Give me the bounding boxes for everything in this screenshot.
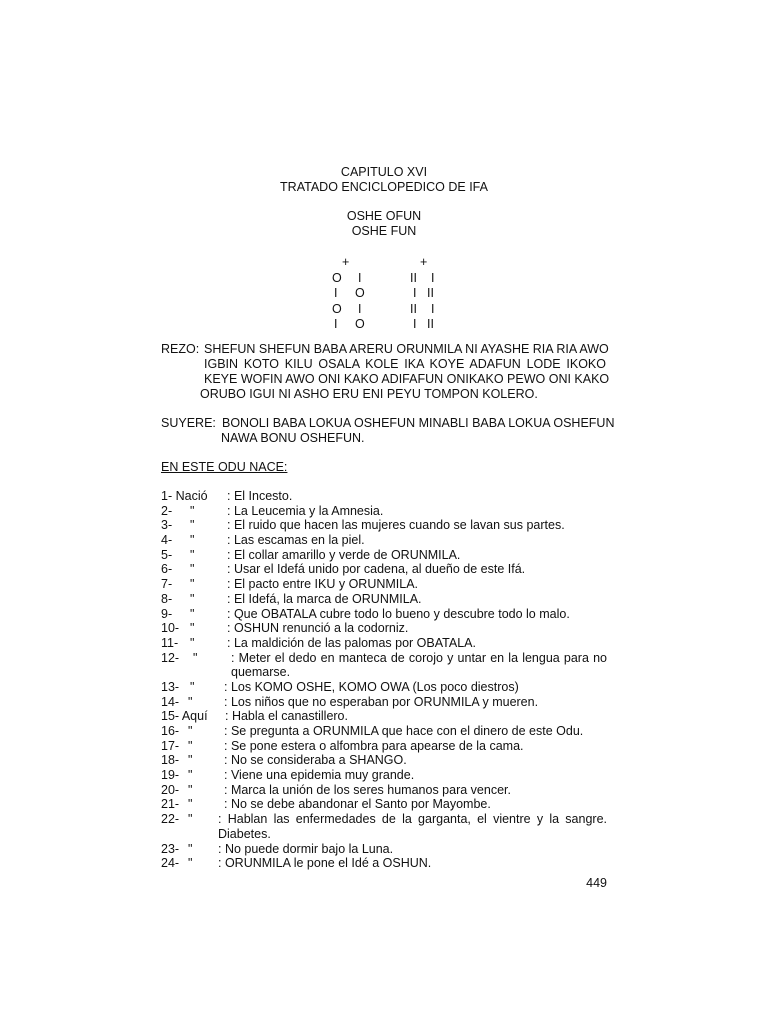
section-heading: EN ESTE ODU NACE: [161, 460, 288, 474]
list-item-ditto: " [190, 621, 195, 636]
rezo-line: KEYE WOFIN AWO ONI KAKO ADIFAFUN ONIKAKO PEWO ONI KAKO [204, 372, 610, 386]
list-item [161, 856, 607, 871]
list-item-text: : Los niños que no esperaban por ORUNMILA y mueren. [224, 694, 539, 709]
list-item-ditto: " [190, 562, 195, 577]
suyere-line: NAWA BONU OSHEFUN. [221, 431, 365, 445]
list-item-number: 9- [161, 606, 173, 621]
list-item-number: 4- [161, 533, 173, 548]
list-item-number: 14- [161, 694, 180, 709]
odu-mark: O [355, 286, 365, 300]
list-item [161, 739, 607, 754]
list-item-number: 20- [161, 782, 180, 797]
list-item-text: : Usar el Idefá unido por cadena, al dueño de este Ifá. [227, 562, 526, 577]
list-item-number: 5- [161, 547, 173, 562]
odu-sign-right: + [420, 255, 428, 269]
list-item-ditto: " [190, 547, 195, 562]
list-item-number: 12- [161, 650, 180, 665]
list-item [161, 842, 607, 857]
list-item [161, 636, 607, 651]
list-item-number: 11- [161, 635, 179, 650]
rezo-label: REZO: [161, 342, 200, 356]
list-item-text: : El pacto entre IKU y ORUNMILA. [227, 577, 419, 592]
list-item [161, 709, 607, 724]
list-item-text: : El Idefá, la marca de ORUNMILA. [227, 591, 422, 606]
list-item-text: : Los KOMO OSHE, KOMO OWA (Los poco diestros) [224, 679, 519, 694]
list-item-ditto: " [190, 577, 195, 592]
list-item-text: : El collar amarillo y verde de ORUNMILA. [227, 547, 461, 562]
list-item [161, 489, 607, 504]
list-item-text: : ORUNMILA le pone el Idé a OSHUN. [218, 856, 432, 871]
list-item-text: : El ruido que hacen las mujeres cuando se lavan sus partes. [227, 518, 565, 533]
list-item-number: 15- Aquí [161, 709, 208, 724]
list-item-ditto: " [188, 856, 193, 871]
odu-mark: I [413, 286, 417, 300]
list-item-ditto: " [190, 591, 195, 606]
list-item-ditto: " [188, 782, 193, 797]
list-item-ditto: " [190, 606, 195, 621]
list-item-ditto: " [188, 738, 193, 753]
list-item [161, 724, 607, 739]
odu-figure-right [410, 255, 460, 333]
list-item-ditto: " [188, 841, 193, 856]
list-item-text: : La maldición de las palomas por OBATALA. [227, 635, 476, 650]
list-item [161, 680, 607, 695]
list-item-number: 10- [161, 621, 180, 636]
suyere-line: BONOLI BABA LOKUA OSHEFUN MINABLI BABA LOKUA OSHEFUN [222, 416, 615, 430]
page-number: 449 [586, 876, 607, 890]
list-item-ditto: " [188, 753, 193, 768]
list-item [161, 607, 607, 622]
list-item-text: : Las escamas en la piel. [227, 533, 365, 548]
list-item-number: 23- [161, 841, 180, 856]
list-item-number: 16- [161, 724, 180, 739]
list-item-ditto: " [190, 635, 195, 650]
odu-mark: I [413, 317, 417, 331]
list-item [161, 783, 607, 798]
list-item-text: : Habla el canastillero. [225, 709, 348, 724]
list-item-number: 13- [161, 679, 180, 694]
odu-figure-left [332, 255, 382, 333]
odu-mark: O [332, 301, 342, 316]
list-item-number: 7- [161, 577, 173, 592]
list-item-ditto: " [188, 797, 193, 812]
odu-mark: I [431, 270, 435, 285]
odu-mark: O [332, 270, 342, 285]
list-item-ditto: " [190, 503, 195, 518]
list-item-ditto: " [190, 533, 195, 548]
list-item-number: 17- [161, 738, 180, 753]
list-item [161, 562, 607, 577]
list-item [161, 768, 607, 783]
list-item-number: 3- [161, 518, 173, 533]
odu-mark: O [355, 317, 365, 331]
list-item-text: : La Leucemia y la Amnesia. [227, 503, 384, 518]
list-item [161, 753, 607, 768]
list-item-text: : OSHUN renunció a la codorniz. [227, 621, 409, 636]
list-item-text: : Viene una epidemia muy grande. [224, 768, 415, 783]
odu-births-list [161, 489, 607, 871]
odu-mark: I [358, 301, 362, 316]
rezo-line: SHEFUN SHEFUN BABA ARERU ORUNMILA NI AYASHE RIA RIA AWO [204, 342, 609, 356]
list-item-ditto: " [188, 694, 193, 709]
list-item-ditto: " [188, 768, 193, 783]
odu-mark: II [427, 317, 434, 331]
list-item-text: : Meter el dedo en manteca de corojo y untar en la lengua para no quemarse. [231, 650, 607, 680]
odu-mark: II [410, 301, 417, 316]
list-item-number: 24- [161, 856, 180, 871]
list-item [161, 592, 607, 607]
list-item-ditto: " [188, 812, 193, 827]
rezo-line: ORUBO IGUI NI ASHO ERU ENI PEYU TOMPON KOLERO. [200, 387, 538, 401]
odu-mark: II [427, 286, 434, 300]
list-item-text: : Se pone estera o alfombra para apearse de la cama. [224, 738, 524, 753]
odu-name: OSHE OFUN [346, 209, 422, 223]
odu-mark: I [358, 270, 362, 285]
odu-alt-name: OSHE FUN [351, 224, 417, 238]
chapter-title: CAPITULO XVI [340, 165, 428, 179]
odu-mark: I [431, 301, 435, 316]
list-item [161, 504, 607, 519]
list-item [161, 651, 607, 680]
list-item-text: : Hablan las enfermedades de la garganta, el vientre y la sangre. Diabetes. [218, 812, 607, 841]
list-item-number: 19- [161, 768, 180, 783]
list-item-ditto: " [190, 679, 195, 694]
odu-mark: II [410, 270, 417, 285]
odu-mark: I [334, 317, 338, 331]
list-item-ditto: " [190, 518, 195, 533]
list-item [161, 797, 607, 812]
odu-mark: I [334, 286, 338, 300]
list-item-number: 2- [161, 503, 173, 518]
rezo-line: IGBIN KOTO KILU OSALA KOLE IKA KOYE ADAFUN LODE IKOKO [204, 357, 606, 371]
book-title: TRATADO ENCICLOPEDICO DE IFA [280, 180, 488, 194]
list-item-number: 22- [161, 812, 180, 827]
list-item-number: 18- [161, 753, 180, 768]
list-item [161, 621, 607, 636]
list-item [161, 548, 607, 563]
list-item-number: 1- Nació [161, 489, 208, 503]
list-item-text: : No se consideraba a SHANGO. [224, 753, 407, 768]
list-item-text: : El Incesto. [227, 489, 293, 503]
list-item [161, 533, 607, 548]
list-item-text: : Marca la unión de los seres humanos para vencer. [224, 782, 511, 797]
list-item-text: : No se debe abandonar el Santo por Mayombe. [224, 797, 491, 812]
list-item-text: : Que OBATALA cubre todo lo bueno y descubre todo lo malo. [227, 606, 570, 621]
list-item-number: 21- [161, 797, 180, 812]
rezo-text [200, 342, 610, 402]
list-item [161, 812, 607, 841]
list-item-number: 6- [161, 562, 173, 577]
list-item [161, 577, 607, 592]
list-item-text: : No puede dormir bajo la Luna. [218, 841, 394, 856]
list-item-ditto: " [188, 724, 193, 739]
suyere-label: SUYERE: [161, 416, 216, 430]
list-item-number: 8- [161, 591, 173, 606]
list-item [161, 695, 607, 710]
list-item [161, 518, 607, 533]
odu-sign-left: + [342, 255, 350, 269]
list-item-ditto: " [193, 650, 198, 665]
list-item-text: : Se pregunta a ORUNMILA que hace con el dinero de este Odu. [224, 724, 584, 739]
